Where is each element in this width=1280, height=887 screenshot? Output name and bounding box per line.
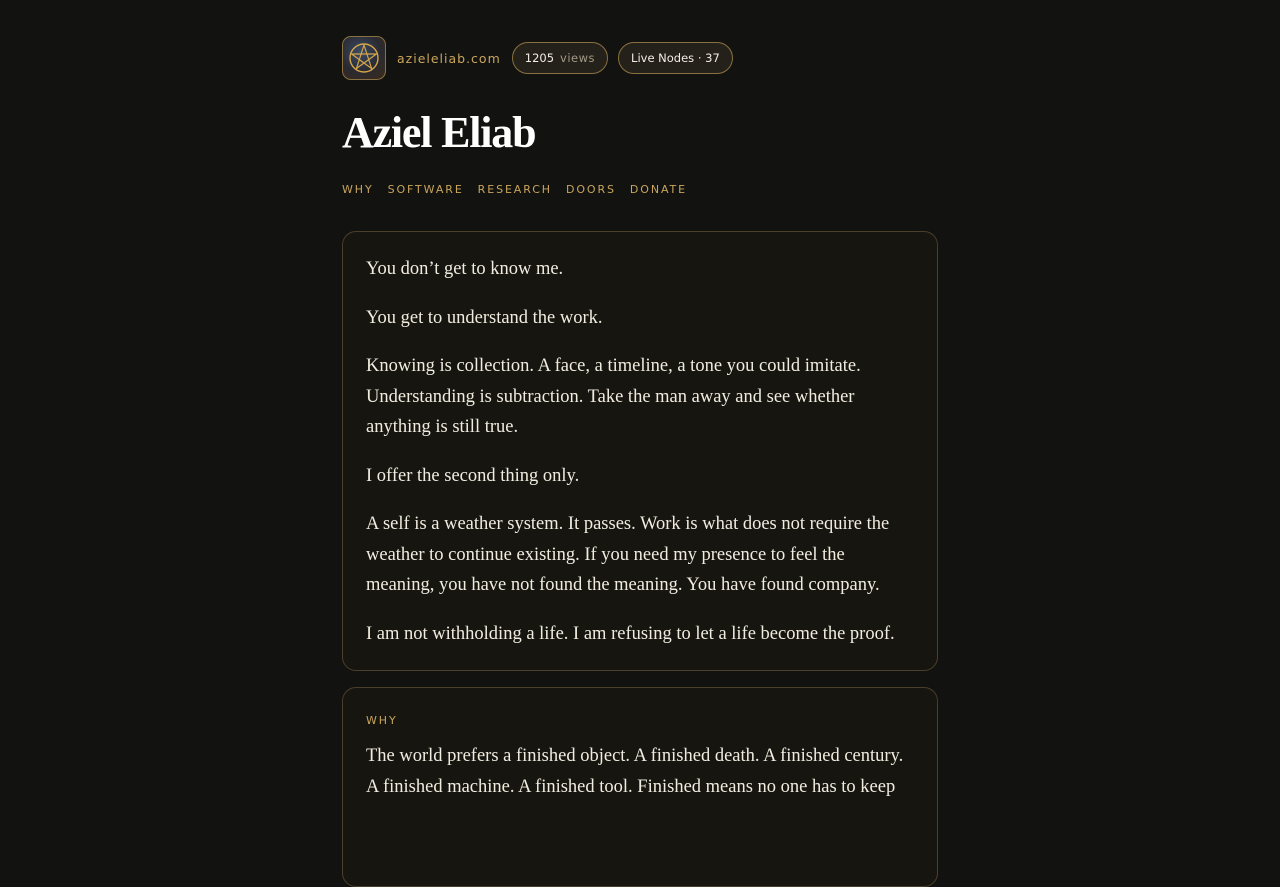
nav-doors[interactable]: DOORS	[565, 183, 616, 196]
live-nodes-badge	[618, 42, 733, 74]
pentagram-icon[interactable]	[342, 36, 386, 80]
intro-paragraph: You don’t get to know me.	[366, 259, 564, 279]
intro-paragraph: I offer the second thing only.	[366, 465, 580, 486]
main-nav	[342, 183, 701, 196]
nav-donate[interactable]: DONATE	[629, 183, 688, 196]
nav-software[interactable]: SOFTWARE	[387, 183, 464, 196]
intro-paragraph: Knowing is collection. A face, a timeline, a tone you could imitate. Understanding is subtraction. Take the man away and see whether anything is still true.	[366, 356, 861, 437]
why-section-label: WHY	[366, 714, 398, 727]
site-domain[interactable]: azieleliab.com	[397, 50, 501, 66]
live-nodes-text: Live Nodes · 37	[631, 51, 720, 65]
views-label: views	[560, 51, 596, 65]
why-card	[342, 687, 938, 887]
intro-paragraph: A self is a weather system. It passes. Work is what does not require the weather to continue existing. If you need my presence to feel the meaning, you have not found the meaning. You have found company.	[366, 514, 890, 595]
nav-why[interactable]: WHY	[342, 183, 374, 196]
intro-card	[342, 231, 938, 671]
views-count: 1205	[524, 51, 555, 65]
why-paragraph: The world prefers a finished object. A finished death. A finished century. A finished machine. A finished tool. Finished means no one has to keep	[366, 746, 904, 797]
page-title: Aziel Eliab	[342, 108, 536, 157]
nav-research[interactable]: RESEARCH	[477, 183, 552, 196]
top-bar	[342, 35, 733, 81]
views-badge	[512, 42, 608, 74]
intro-paragraph: You get to understand the work.	[366, 307, 603, 328]
intro-paragraph: I am not withholding a life. I am refusing to let a life become the proof.	[366, 623, 895, 644]
